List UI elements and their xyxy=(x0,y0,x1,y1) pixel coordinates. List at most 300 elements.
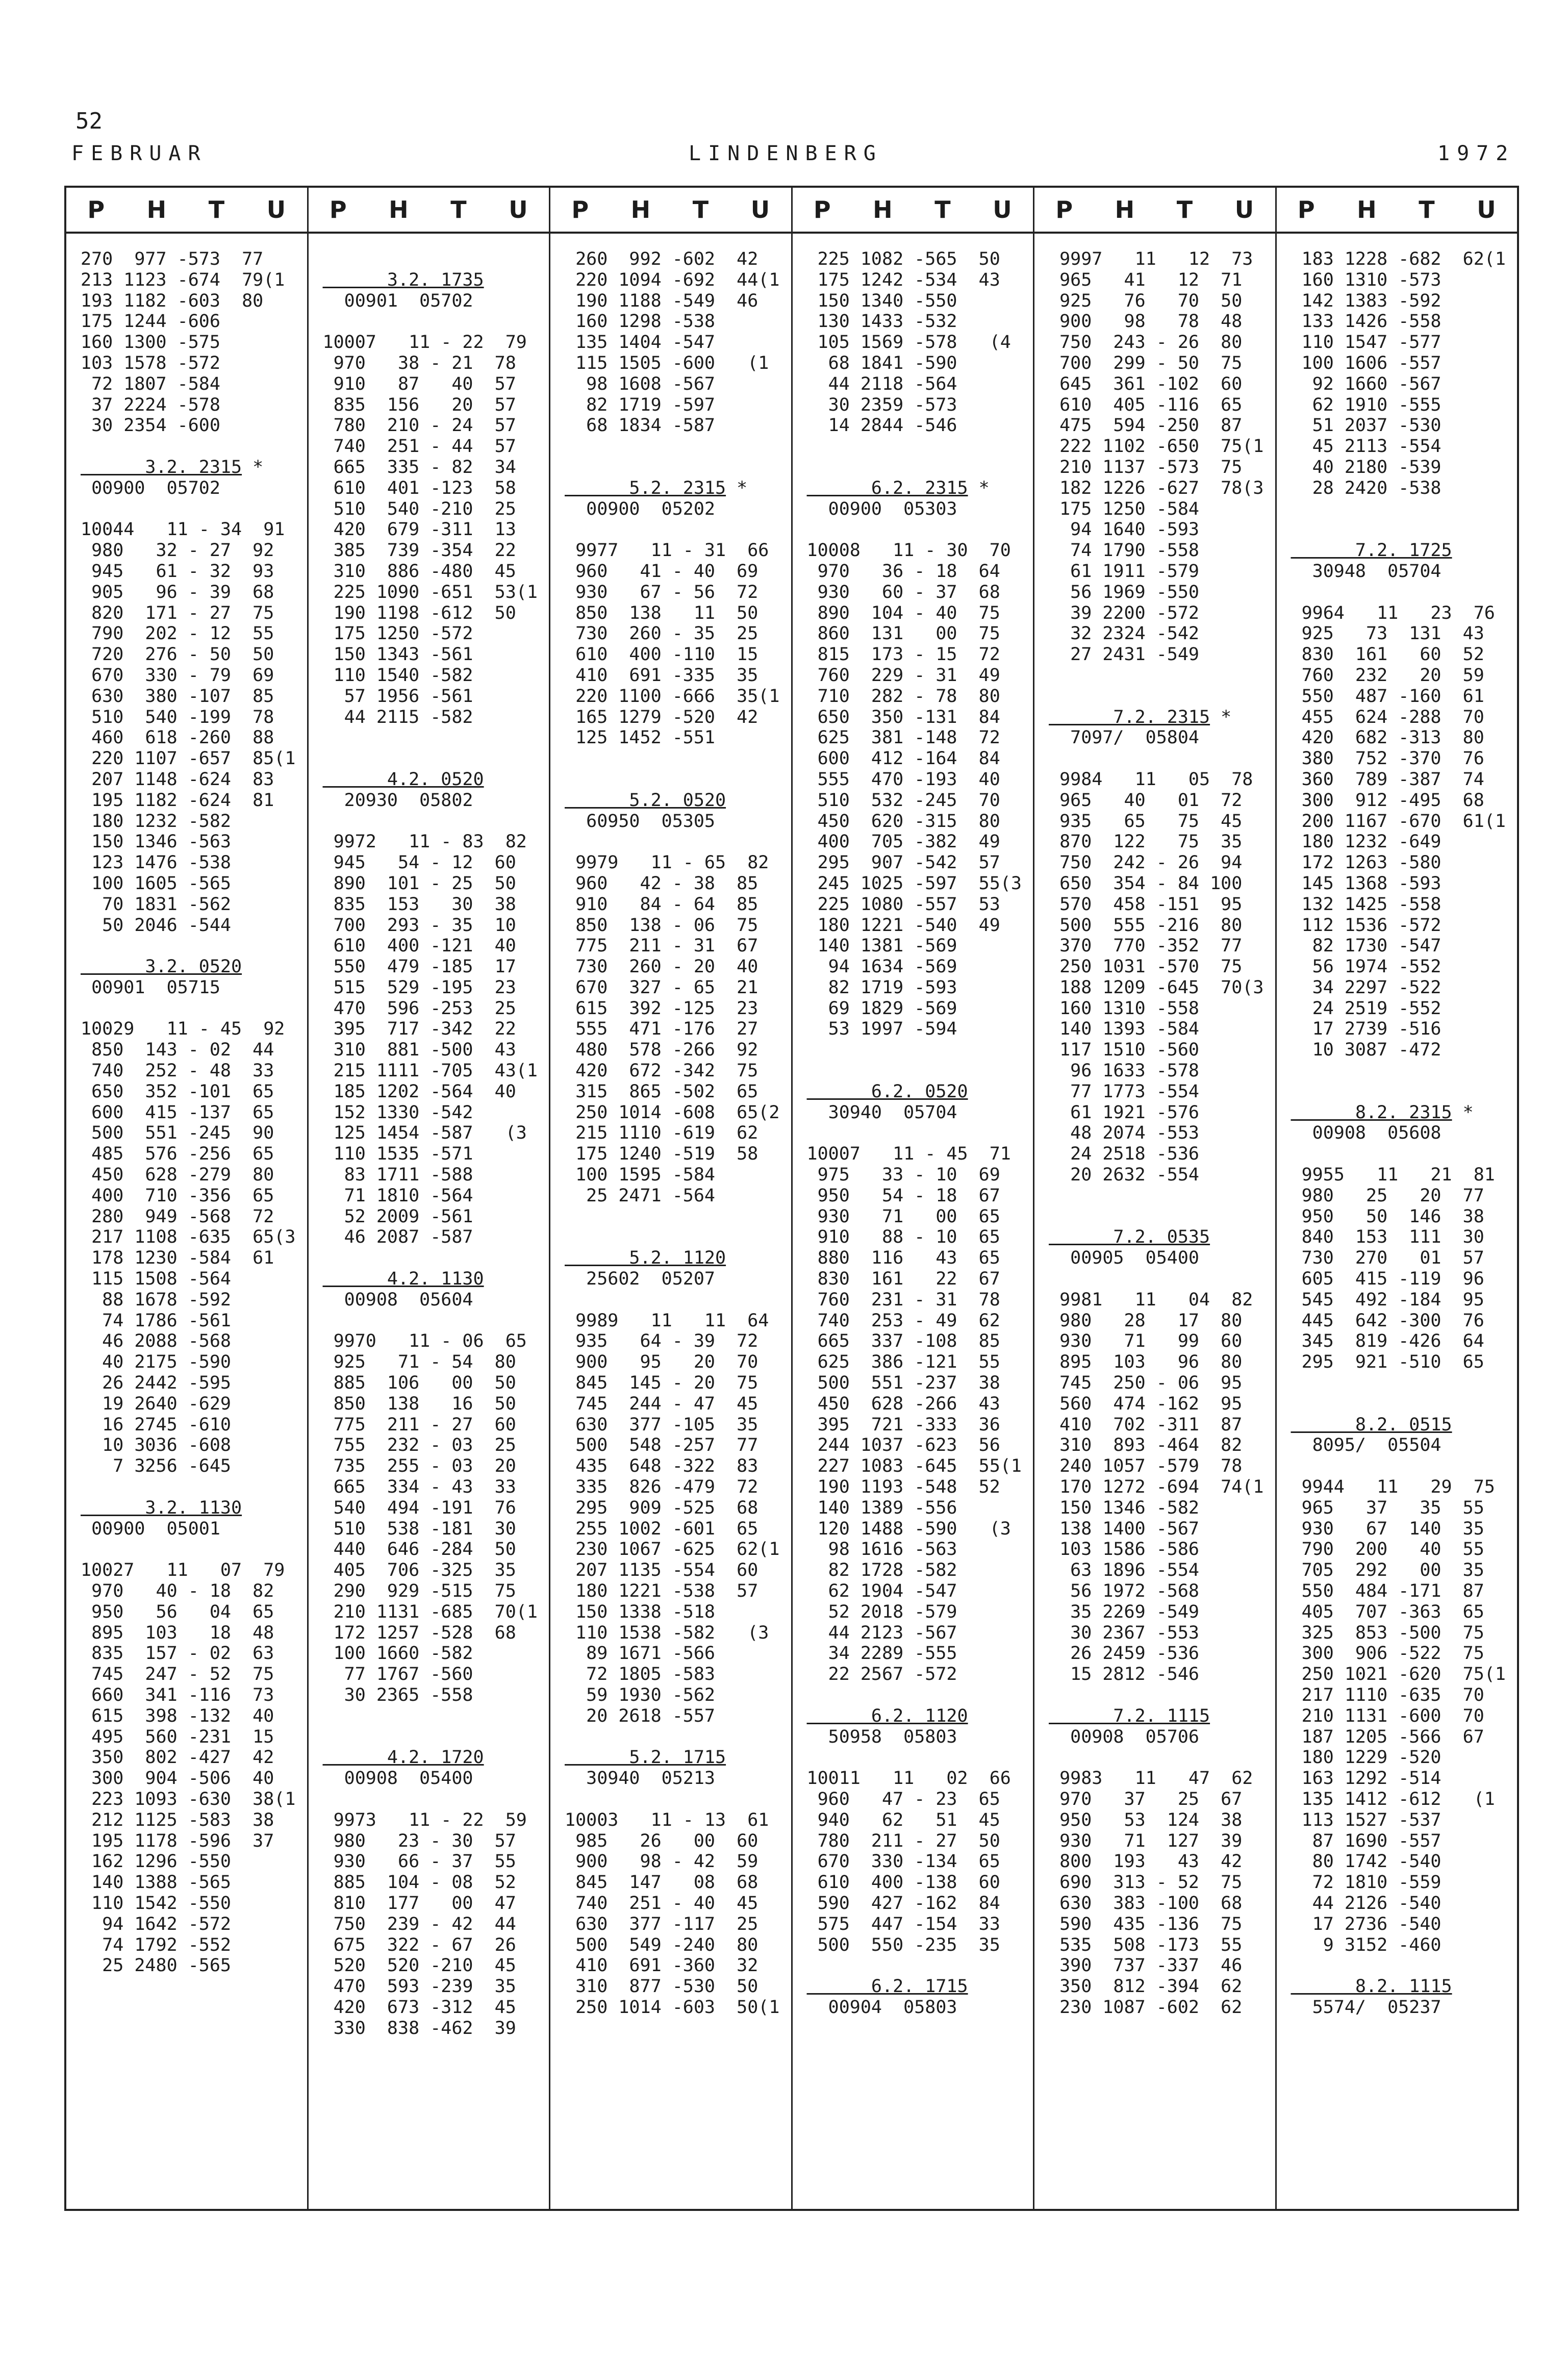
data-row: 515 529 -195 23 xyxy=(322,977,516,998)
data-row: 895 103 18 48 xyxy=(81,1622,274,1643)
data-row: 300 906 -522 75 xyxy=(1291,1643,1484,1664)
data-row: 545 492 -184 95 xyxy=(1291,1289,1484,1310)
data-row: 930 71 127 39 xyxy=(1049,1830,1243,1851)
data-row: 9972 11 - 83 82 xyxy=(322,832,527,852)
data-row: 925 76 70 50 xyxy=(1049,290,1243,311)
sounding-title xyxy=(565,1747,791,1768)
data-row: 123 1476 -538 xyxy=(81,852,232,873)
blank-line xyxy=(323,1311,549,1331)
data-row: 182 1226 -627 78(3 xyxy=(1049,477,1264,498)
data-row: 210 1131 -600 70 xyxy=(1291,1705,1484,1726)
data-row: 34 2289 -555 xyxy=(806,1643,957,1664)
data-row: 385 739 -354 22 xyxy=(322,540,516,561)
data-row: 985 26 00 60 xyxy=(565,1830,758,1851)
sounding-title xyxy=(565,478,791,499)
data-row: 250 1031 -570 75 xyxy=(1049,957,1243,977)
data-row: 10044 11 - 34 91 xyxy=(81,519,285,540)
data-row: 89 1671 -566 xyxy=(565,1643,716,1664)
column-body xyxy=(309,234,549,2039)
column-body xyxy=(550,234,791,2018)
data-row: 9977 11 - 31 66 xyxy=(565,540,769,561)
data-row: 59 1930 -562 xyxy=(565,1684,716,1705)
data-row: 405 707 -363 65 xyxy=(1291,1601,1484,1622)
data-row: 450 628 -279 80 xyxy=(81,1165,274,1186)
data-row: 180 1229 -520 xyxy=(1291,1747,1441,1768)
data-row: 103 1578 -572 xyxy=(81,353,220,373)
data-row: 480 578 -266 92 xyxy=(565,1040,758,1061)
blank-line xyxy=(807,1123,1033,1144)
data-row: 950 54 - 18 67 xyxy=(806,1185,1000,1206)
data-row: 120 1488 -590 (3 xyxy=(806,1518,1011,1539)
data-row: 46 2087 -587 xyxy=(322,1227,473,1248)
data-row: 40 2180 -539 xyxy=(1291,457,1441,477)
data-row: 135 1412 -612 (1 xyxy=(1291,1789,1495,1809)
data-row: 140 1389 -556 xyxy=(806,1497,957,1518)
data-row: 670 327 - 65 21 xyxy=(565,977,758,998)
data-row: 960 47 - 23 65 xyxy=(806,1789,1000,1809)
data-row: 335 826 -479 72 xyxy=(565,1477,758,1498)
data-row: 26 2442 -595 xyxy=(81,1373,232,1394)
data-row: 72 1805 -583 xyxy=(565,1664,716,1685)
data-row: 00900 05303 xyxy=(806,498,957,519)
blank-line xyxy=(81,436,307,457)
data-row: 34 2297 -522 xyxy=(1291,977,1441,998)
data-row: 945 54 - 12 60 xyxy=(322,852,516,873)
data-row: 360 789 -387 74 xyxy=(1291,769,1484,790)
data-row: 110 1540 -582 xyxy=(322,665,473,686)
data-row: 535 508 -173 55 xyxy=(1049,1934,1243,1955)
sounding-title xyxy=(323,769,549,790)
column-header xyxy=(66,188,307,234)
data-row: 150 1338 -518 xyxy=(565,1601,716,1622)
data-row: 930 66 - 37 55 xyxy=(322,1851,516,1872)
data-row: 860 131 00 75 xyxy=(806,623,1000,644)
data-row: 22 2567 -572 xyxy=(806,1664,957,1685)
data-row: 395 721 -333 36 xyxy=(806,1414,1000,1435)
data-row: 10029 11 - 45 92 xyxy=(81,1019,285,1040)
data-row: 460 618 -260 88 xyxy=(81,727,274,748)
column-header-label: T xyxy=(934,196,951,223)
data-row: 775 211 - 27 60 xyxy=(322,1414,516,1435)
data-row: 77 1767 -560 xyxy=(322,1664,473,1685)
data-row: 970 37 25 67 xyxy=(1049,1789,1243,1809)
data-row: 00908 05608 xyxy=(1291,1123,1441,1144)
data-row: 28 2420 -538 xyxy=(1291,477,1441,498)
data-row: 135 1404 -547 xyxy=(565,332,716,353)
data-row: 190 1193 -548 52 xyxy=(806,1477,1000,1498)
data-row: 44 2123 -567 xyxy=(806,1622,957,1643)
data-row: 980 28 17 80 xyxy=(1049,1310,1243,1331)
column-header-label: H xyxy=(1357,196,1377,223)
data-row: 665 335 - 82 34 xyxy=(322,457,516,477)
sounding-title xyxy=(565,1248,791,1269)
data-row: 138 1400 -567 xyxy=(1049,1518,1200,1539)
sounding-date-time: 6.2. 1120 xyxy=(806,1705,968,1726)
data-row: 180 1232 -582 xyxy=(81,811,232,832)
data-row: 540 494 -191 76 xyxy=(322,1497,516,1518)
data-row: 835 156 20 57 xyxy=(322,394,516,415)
data-row: 100 1660 -582 xyxy=(322,1643,473,1664)
sounding-title xyxy=(81,1498,307,1519)
data-row: 30 2354 -600 xyxy=(81,415,220,436)
data-row: 00904 05803 xyxy=(806,1997,957,2018)
data-row: 170 1272 -694 74(1 xyxy=(1049,1477,1264,1498)
data-row: 615 392 -125 23 xyxy=(565,998,758,1019)
data-row: 550 479 -185 17 xyxy=(322,957,516,977)
data-row: 345 819 -426 64 xyxy=(1291,1331,1484,1352)
data-row: 730 270 01 57 xyxy=(1291,1248,1484,1269)
blank-line xyxy=(323,748,549,769)
sounding-title xyxy=(565,790,791,811)
data-row: 193 1182 -603 80 xyxy=(81,290,264,311)
data-row: 110 1535 -571 xyxy=(322,1144,473,1165)
data-row: 125 1452 -551 xyxy=(565,727,716,748)
blank-line xyxy=(1291,499,1518,520)
data-row: 00908 05604 xyxy=(322,1289,473,1310)
sounding-title xyxy=(1049,1706,1275,1727)
blank-line xyxy=(807,436,1033,457)
column-header-label: P xyxy=(1055,196,1073,223)
data-row: 183 1228 -682 62(1 xyxy=(1291,249,1506,269)
data-row: 98 1608 -567 xyxy=(565,373,716,394)
blank-line xyxy=(807,1040,1033,1061)
data-row: 10003 11 - 13 61 xyxy=(565,1809,769,1830)
data-row: 500 551 -237 38 xyxy=(806,1373,1000,1394)
blank-line xyxy=(807,519,1033,540)
sounding-date-time: 5.2. 1715 xyxy=(565,1747,726,1768)
data-row: 133 1426 -558 xyxy=(1291,311,1441,332)
data-row: 310 877 -530 50 xyxy=(565,1976,758,1997)
data-row: 930 71 00 65 xyxy=(806,1206,1000,1227)
data-row: 7097/ 05804 xyxy=(1049,727,1200,748)
data-row: 830 161 22 67 xyxy=(806,1269,1000,1290)
data-row: 244 1037 -623 56 xyxy=(806,1435,1000,1456)
data-row: 53 1997 -594 xyxy=(806,1019,957,1040)
data-row: 870 122 75 35 xyxy=(1049,832,1243,852)
data-row: 630 383 -100 68 xyxy=(1049,1893,1243,1914)
sounding-date-time: 8.2. 2315 xyxy=(1291,1102,1452,1123)
column-header-label: U xyxy=(266,196,286,223)
data-row: 217 1108 -635 65(3 xyxy=(81,1227,296,1248)
data-row: 10011 11 02 66 xyxy=(806,1768,1011,1789)
data-row: 180 1232 -649 xyxy=(1291,832,1441,852)
data-row: 80 1742 -540 xyxy=(1291,1851,1441,1872)
data-row: 32 2324 -542 xyxy=(1049,623,1200,644)
data-row: 113 1527 -537 xyxy=(1291,1809,1441,1830)
sounding-date-time: 5.2. 1120 xyxy=(565,1248,726,1269)
data-row: 188 1209 -645 70(3 xyxy=(1049,977,1264,998)
sounding-table xyxy=(64,186,1519,2211)
blank-line xyxy=(565,1290,791,1311)
sounding-date-time: 3.2. 2315 xyxy=(81,457,242,477)
data-row: 87 1690 -557 xyxy=(1291,1830,1441,1851)
data-row: 223 1093 -630 38(1 xyxy=(81,1789,296,1809)
data-row: 19 2640 -629 xyxy=(81,1393,232,1414)
data-row: 610 401 -123 58 xyxy=(322,477,516,498)
data-row: 190 1188 -549 46 xyxy=(565,290,758,311)
data-row: 830 161 60 52 xyxy=(1291,644,1484,665)
data-row: 555 471 -176 27 xyxy=(565,1019,758,1040)
data-row: 720 276 - 50 50 xyxy=(81,644,274,665)
data-row: 395 717 -342 22 xyxy=(322,1019,516,1040)
data-row: 475 594 -250 87 xyxy=(1049,415,1243,436)
data-row: 240 1057 -579 78 xyxy=(1049,1456,1243,1477)
blank-line xyxy=(1291,1955,1518,1976)
data-row: 690 313 - 52 75 xyxy=(1049,1872,1243,1893)
blank-line xyxy=(1291,1456,1518,1477)
data-row: 51 2037 -530 xyxy=(1291,415,1441,436)
data-row: 40 2175 -590 xyxy=(81,1352,232,1373)
data-row: 74 1792 -552 xyxy=(81,1934,232,1955)
data-row: 213 1123 -674 79(1 xyxy=(81,269,285,290)
sounding-title xyxy=(1291,1976,1518,1997)
data-row: 88 1678 -592 xyxy=(81,1289,232,1310)
column-header-label: P xyxy=(329,196,347,223)
data-row: 37 2224 -578 xyxy=(81,394,220,415)
data-row: 900 95 20 70 xyxy=(565,1352,758,1373)
data-row: 290 929 -515 75 xyxy=(322,1581,516,1601)
data-row: 9983 11 47 62 xyxy=(1049,1768,1253,1789)
data-row: 163 1292 -514 xyxy=(1291,1768,1441,1789)
sounding-date-time: 7.2. 1115 xyxy=(1049,1705,1210,1726)
blank-line xyxy=(565,748,791,769)
blank-line xyxy=(323,1248,549,1269)
data-row: 980 25 20 77 xyxy=(1291,1185,1484,1206)
data-row: 195 1182 -624 81 xyxy=(81,790,274,811)
data-row: 670 330 -134 65 xyxy=(806,1851,1000,1872)
data-row: 175 1250 -584 xyxy=(1049,498,1200,519)
data-row: 30 2367 -553 xyxy=(1049,1622,1200,1643)
data-row: 850 138 - 06 75 xyxy=(565,915,758,936)
sounding-title xyxy=(807,1706,1033,1727)
data-row: 9981 11 04 82 xyxy=(1049,1289,1253,1310)
blank-line xyxy=(1291,1144,1518,1165)
data-row: 670 330 - 79 69 xyxy=(81,665,274,686)
data-row: 930 71 99 60 xyxy=(1049,1331,1243,1352)
data-row: 745 247 - 52 75 xyxy=(81,1664,274,1685)
sounding-mark: * xyxy=(242,457,264,477)
data-row: 925 73 131 43 xyxy=(1291,623,1484,644)
data-row: 520 520 -210 45 xyxy=(322,1955,516,1976)
data-row: 180 1221 -540 49 xyxy=(806,915,1000,936)
data-row: 175 1250 -572 xyxy=(322,623,473,644)
data-row: 142 1383 -592 xyxy=(1291,290,1441,311)
data-row: 82 1730 -547 xyxy=(1291,936,1441,957)
data-row: 44 2115 -582 xyxy=(322,707,473,727)
blank-line xyxy=(81,499,307,520)
sounding-date-time: 8.2. 0515 xyxy=(1291,1414,1452,1435)
data-row: 165 1279 -520 42 xyxy=(565,707,758,727)
data-row: 435 648 -322 83 xyxy=(565,1456,758,1477)
data-row: 820 171 - 27 75 xyxy=(81,602,274,623)
data-row: 625 386 -121 55 xyxy=(806,1352,1000,1373)
data-row: 630 377 -105 35 xyxy=(565,1414,758,1435)
data-row: 950 50 146 38 xyxy=(1291,1206,1484,1227)
data-row: 230 1087 -602 62 xyxy=(1049,1997,1243,2018)
data-row: 27 2431 -549 xyxy=(1049,644,1200,665)
column-header-label: T xyxy=(208,196,225,223)
data-row: 125 1454 -587 (3 xyxy=(322,1123,527,1144)
data-row: 890 101 - 25 50 xyxy=(322,873,516,894)
data-row: 57 1956 -561 xyxy=(322,686,473,707)
data-row: 30 2359 -573 xyxy=(806,394,957,415)
data-row: 330 838 -462 39 xyxy=(322,2018,516,2038)
data-row: 215 1111 -705 43(1 xyxy=(322,1061,538,1081)
station-name: LINDENBERG xyxy=(689,142,883,165)
blank-line xyxy=(1049,748,1275,769)
blank-line xyxy=(323,1727,549,1748)
data-row: 760 231 - 31 78 xyxy=(806,1289,1000,1310)
blank-line xyxy=(1291,1081,1518,1102)
blank-line xyxy=(81,936,307,957)
data-row: 420 679 -311 13 xyxy=(322,519,516,540)
data-row: 740 252 - 48 33 xyxy=(81,1061,274,1081)
blank-line xyxy=(807,1685,1033,1706)
column-header-label: U xyxy=(1234,196,1254,223)
data-row: 117 1510 -560 xyxy=(1049,1040,1200,1061)
data-row: 100 1595 -584 xyxy=(565,1165,716,1186)
data-row: 455 624 -288 70 xyxy=(1291,707,1484,727)
data-row: 400 710 -356 65 xyxy=(81,1185,274,1206)
data-row: 300 904 -506 40 xyxy=(81,1768,274,1789)
data-row: 68 1841 -590 xyxy=(806,353,957,373)
data-row: 555 470 -193 40 xyxy=(806,769,1000,790)
data-row: 750 243 - 26 80 xyxy=(1049,332,1243,353)
column-header-label: U xyxy=(509,196,528,223)
data-row: 17 2736 -540 xyxy=(1291,1914,1441,1934)
data-row: 910 88 - 10 65 xyxy=(806,1227,1000,1248)
data-row: 46 2088 -568 xyxy=(81,1331,232,1352)
data-row: 615 398 -132 40 xyxy=(81,1705,274,1726)
data-row: 112 1536 -572 xyxy=(1291,915,1441,936)
data-row: 9970 11 - 06 65 xyxy=(322,1331,527,1352)
data-row: 77 1773 -554 xyxy=(1049,1081,1200,1102)
data-row: 400 705 -382 49 xyxy=(806,832,1000,852)
data-row: 26 2459 -536 xyxy=(1049,1643,1200,1664)
data-row: 160 1300 -575 xyxy=(81,332,220,353)
data-row: 212 1125 -583 38 xyxy=(81,1809,274,1830)
blank-line xyxy=(807,1747,1033,1768)
blank-line xyxy=(323,811,549,832)
data-row: 970 40 - 18 82 xyxy=(81,1581,274,1601)
data-row: 00900 05001 xyxy=(81,1518,220,1539)
column-header-label: H xyxy=(630,196,651,223)
data-row: 835 153 30 38 xyxy=(322,894,516,915)
data-row: 910 84 - 64 85 xyxy=(565,894,758,915)
sounding-title xyxy=(81,457,307,478)
data-row: 665 337 -108 85 xyxy=(806,1331,1000,1352)
data-row: 98 1616 -563 xyxy=(806,1539,957,1560)
data-row: 150 1346 -563 xyxy=(81,832,232,852)
data-row: 56 1972 -568 xyxy=(1049,1581,1200,1601)
blank-line xyxy=(323,1789,549,1810)
data-row: 10007 11 - 45 71 xyxy=(806,1144,1011,1165)
data-row: 00908 05400 xyxy=(322,1768,473,1789)
data-row: 60950 05305 xyxy=(565,811,716,832)
data-row: 965 37 35 55 xyxy=(1291,1497,1484,1518)
data-row: 25 2471 -564 xyxy=(565,1185,716,1206)
data-row: 50 2046 -544 xyxy=(81,915,232,936)
table-column xyxy=(1275,188,1518,2209)
data-row: 885 106 00 50 xyxy=(322,1373,516,1394)
data-row: 30 2365 -558 xyxy=(322,1684,473,1705)
data-row: 210 1131 -685 70(1 xyxy=(322,1601,538,1622)
data-row: 150 1343 -561 xyxy=(322,644,473,665)
data-row: 00908 05706 xyxy=(1049,1726,1200,1747)
data-row: 740 251 - 40 45 xyxy=(565,1893,758,1914)
data-row: 61 1921 -576 xyxy=(1049,1102,1200,1123)
data-row: 225 1090 -651 53(1 xyxy=(322,582,538,602)
blank-line xyxy=(565,436,791,457)
data-row: 930 60 - 37 68 xyxy=(806,582,1000,602)
data-row: 300 912 -495 68 xyxy=(1291,790,1484,811)
data-row: 175 1242 -534 43 xyxy=(806,269,1000,290)
data-row: 775 211 - 31 67 xyxy=(565,936,758,957)
blank-line xyxy=(1049,1269,1275,1290)
data-row: 260 992 -602 42 xyxy=(565,249,758,269)
data-row: 74 1790 -558 xyxy=(1049,540,1200,561)
data-row: 100 1606 -557 xyxy=(1291,353,1441,373)
data-row: 72 1810 -559 xyxy=(1291,1872,1441,1893)
data-row: 885 104 - 08 52 xyxy=(322,1872,516,1893)
data-row: 10008 11 - 30 70 xyxy=(806,540,1011,561)
data-row: 82 1719 -597 xyxy=(565,394,716,415)
data-row: 20 2618 -557 xyxy=(565,1705,716,1726)
sounding-date-time: 6.2. 2315 xyxy=(806,477,968,498)
data-row: 880 116 43 65 xyxy=(806,1248,1000,1269)
data-row: 350 802 -427 42 xyxy=(81,1747,274,1768)
data-row: 94 1640 -593 xyxy=(1049,519,1200,540)
data-row: 24 2518 -536 xyxy=(1049,1144,1200,1165)
data-row: 745 250 - 06 95 xyxy=(1049,1373,1243,1394)
sounding-date-time: 4.2. 0520 xyxy=(322,769,484,790)
year-label: 1972 xyxy=(1437,142,1515,165)
data-row: 96 1633 -578 xyxy=(1049,1061,1200,1081)
sounding-title xyxy=(1049,1227,1275,1248)
data-row: 140 1393 -584 xyxy=(1049,1019,1200,1040)
data-row: 650 350 -131 84 xyxy=(806,707,1000,727)
data-row: 470 596 -253 25 xyxy=(322,998,516,1019)
data-row: 600 412 -164 84 xyxy=(806,748,1000,769)
data-row: 94 1642 -572 xyxy=(81,1914,232,1934)
data-row: 675 322 - 67 26 xyxy=(322,1934,516,1955)
sounding-title xyxy=(1049,707,1275,728)
data-row: 178 1230 -584 61 xyxy=(81,1248,274,1269)
blank-line xyxy=(1291,582,1518,603)
column-header xyxy=(1277,188,1518,234)
data-row: 00901 05715 xyxy=(81,977,220,998)
data-row: 790 200 40 55 xyxy=(1291,1539,1484,1560)
blank-line xyxy=(565,1789,791,1810)
data-row: 380 752 -370 76 xyxy=(1291,748,1484,769)
blank-line xyxy=(565,1227,791,1248)
data-row: 250 1014 -608 65(2 xyxy=(565,1102,780,1123)
data-row: 70 1831 -562 xyxy=(81,894,232,915)
column-header-label: T xyxy=(1419,196,1435,223)
data-row: 405 706 -325 35 xyxy=(322,1560,516,1581)
data-row: 30948 05704 xyxy=(1291,561,1441,582)
data-row: 745 244 - 47 45 xyxy=(565,1393,758,1414)
data-row: 570 458 -151 95 xyxy=(1049,894,1243,915)
data-row: 610 400 -121 40 xyxy=(322,936,516,957)
column-header-label: H xyxy=(146,196,167,223)
sounding-date-time: 5.2. 0520 xyxy=(565,790,726,811)
column-body xyxy=(1277,234,1518,2018)
data-row: 420 682 -313 80 xyxy=(1291,727,1484,748)
data-row: 440 646 -284 50 xyxy=(322,1539,516,1560)
blank-line xyxy=(1049,1685,1275,1706)
data-row: 815 173 - 15 72 xyxy=(806,644,1000,665)
